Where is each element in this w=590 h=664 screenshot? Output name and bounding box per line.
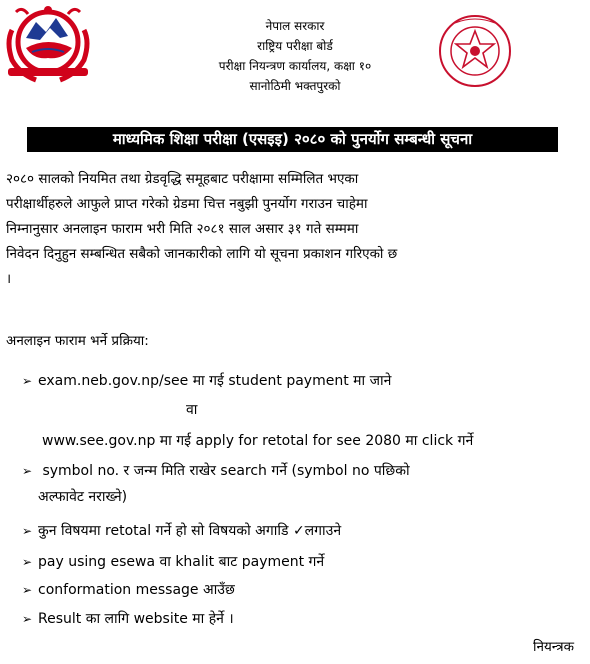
notice-paragraph — [6, 167, 584, 292]
step-4 — [22, 552, 324, 572]
notice-line: । — [6, 271, 12, 287]
step-text: symbol no. र जन्म मिति राखेर search गर्ने (symbol no पछिको — [38, 463, 410, 479]
notice-line: निम्नानुसार अनलाइन फाराम भरी मिति २०८१ साल असार ३१ गते सम्ममा — [6, 221, 359, 237]
step-1 — [22, 371, 391, 391]
arrow-bullet-icon: ➢ — [22, 374, 33, 388]
office-header — [160, 16, 430, 96]
arrow-bullet-icon: ➢ — [22, 555, 33, 569]
step-text: exam.neb.gov.np/see मा गई student payment मा जाने — [38, 373, 392, 389]
procedure-heading: अनलाइन फाराम भर्ने प्रक्रिया: — [6, 333, 149, 349]
step-text: pay using esewa वा khalit बाट payment गर्ने — [38, 554, 325, 570]
nepal-government-emblem — [2, 2, 94, 84]
office-line: परीक्षा नियन्त्रण कार्यालय, कक्षा १० — [218, 59, 372, 73]
office-line: राष्ट्रिय परीक्षा बोर्ड — [257, 39, 333, 53]
step-1-or: वा — [186, 402, 198, 418]
office-line: नेपाल सरकार — [265, 19, 325, 33]
step-2-continued: अल्फावेट नराख्ने) — [38, 489, 128, 505]
step-6 — [22, 609, 234, 629]
neb-seal-logo — [437, 13, 513, 89]
arrow-bullet-icon: ➢ — [22, 464, 33, 478]
step-1-alternative: www.see.gov.np मा गई apply for retotal for see 2080 मा click गर्ने — [42, 433, 474, 449]
step-3 — [22, 521, 341, 541]
step-text: कुन विषयमा retotal गर्ने हो सो विषयको अगाडि ✓लगाउने — [38, 523, 342, 539]
step-text: conformation message आउँछ — [38, 582, 235, 598]
notice-title-banner: माध्यमिक शिक्षा परीक्षा (एसइइ) २०८० को पुनर्योग सम्बन्धी सूचना — [27, 127, 558, 152]
notice-line: २०८० सालको नियमित तथा ग्रेडवृद्धि समूहबाट परीक्षामा सम्मिलित भएका — [6, 171, 359, 187]
signatory: नियन्त्रक — [532, 639, 574, 655]
notice-line: निवेदन दिनुहुन सम्बन्धित सबैको जानकारीको लागि यो सूचना प्रकाशन गरिएको छ — [6, 246, 398, 262]
step-text: Result का लागि website मा हेर्ने । — [38, 611, 234, 627]
arrow-bullet-icon: ➢ — [22, 612, 33, 626]
step-5 — [22, 580, 235, 600]
office-line: सानोठिमी भक्तपुरको — [249, 79, 341, 93]
arrow-bullet-icon: ➢ — [22, 583, 33, 597]
step-2 — [22, 461, 410, 481]
arrow-bullet-icon: ➢ — [22, 524, 33, 538]
notice-line: परीक्षार्थीहरुले आफुले प्राप्त गरेको ग्रेडमा चित्त नबुझी पुनर्योग गराउन चाहेमा — [6, 196, 368, 212]
